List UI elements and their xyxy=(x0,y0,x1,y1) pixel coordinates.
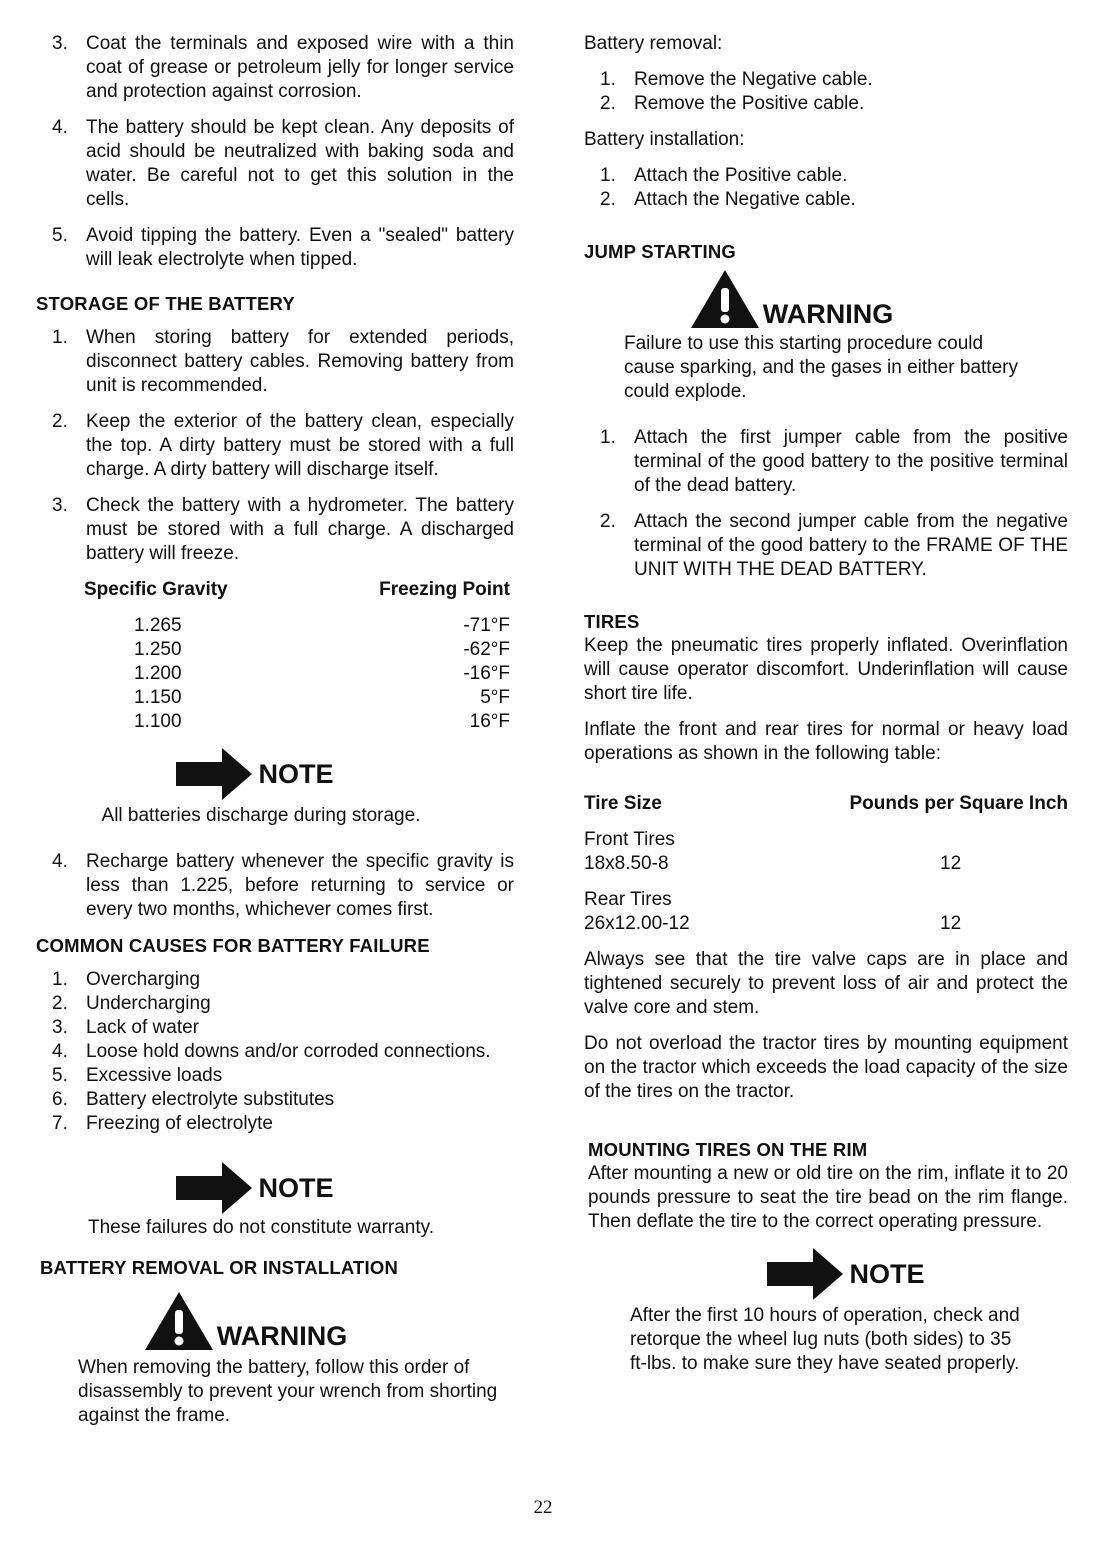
tires-paragraph: Do not overload the tractor tires by mounting equipment on the tractor which exceeds the load capacity of the size of the tires on the tractor. xyxy=(584,1033,1068,1102)
mounting-note: NOTE xyxy=(624,1248,1068,1300)
column-header-psi: Pounds per Square Inch xyxy=(849,793,1068,814)
tire-group-label: Rear Tires xyxy=(584,889,672,910)
jump-heading: JUMP STARTING xyxy=(584,241,736,262)
list-item: 2. Undercharging xyxy=(52,993,211,1014)
table-row: 18x8.50-8 12 xyxy=(584,853,962,874)
list-item: 5. Excessive loads xyxy=(52,1065,223,1086)
jump-steps xyxy=(584,426,1068,582)
removal-title: Battery removal: xyxy=(584,33,723,54)
list-item: 1. Attach the Positive cable. xyxy=(600,165,848,186)
tire-table-header xyxy=(584,792,1068,816)
list-item: 1. When storing battery for extended periods, disconnect battery cables. Removing battery from unit is recommended. xyxy=(52,327,514,396)
list-item: 1. Remove the Negative cable. xyxy=(600,69,873,90)
list-item: 2. Attach the second jumper cable from the negative terminal of the good battery to the FRAME OF THE UNIT WITH THE DEAD BATTERY. xyxy=(600,511,1068,580)
removal-heading: BATTERY REMOVAL OR INSTALLATION xyxy=(40,1257,399,1278)
list-item: 2. Attach the Negative cable. xyxy=(600,189,856,210)
tires-paragraph: Always see that the tire valve caps are in place and tightened securely to prevent loss of air and protect the valve core and stem. xyxy=(584,949,1068,1018)
tires-paragraph: Inflate the front and rear tires for normal or heavy load operations as shown in the following table: xyxy=(584,719,1068,764)
mounting-note-text: After the first 10 hours of operation, check and retorque the wheel lug nuts (both sides) to 35 ft-lbs. to make sure they have seated properly. xyxy=(630,1305,1020,1374)
failure-note-text: These failures do not constitute warranty. xyxy=(87,1217,435,1238)
list-item: 4. The battery should be kept clean. Any deposits of acid should be neutralized with baking soda and water. Be careful not to get this solution in the cells. xyxy=(52,117,514,210)
list-item: 3. Lack of water xyxy=(52,1017,199,1038)
table-header xyxy=(84,578,510,602)
jump-warning-text: Failure to use this starting procedure could cause sparking, and the gases in either battery could explode. xyxy=(624,333,1018,402)
specific-gravity-table xyxy=(84,578,510,734)
list-item: 3. Coat the terminals and exposed wire with a thin coat of grease or petroleum jelly for longer service and protection against corrosion. xyxy=(52,33,514,102)
list-item: 1. Overcharging xyxy=(52,969,201,990)
list-item: 6. Battery electrolyte substitutes xyxy=(52,1089,335,1110)
install-steps xyxy=(584,164,1068,212)
tires-heading: TIRES xyxy=(584,611,640,632)
right-column xyxy=(584,32,1068,1376)
removal-steps xyxy=(584,68,1068,116)
column-header-gravity: Specific Gravity xyxy=(84,579,228,600)
storage-list-continued xyxy=(36,850,514,922)
jump-warning: WARNING xyxy=(514,268,1068,330)
list-item: 5. Avoid tipping the battery. Even a "sealed" battery will leak electrolyte when tipped. xyxy=(52,225,514,270)
tire-group-label: Front Tires xyxy=(584,829,675,850)
mounting-paragraph: After mounting a new or old tire on the rim, inflate it to 20 pounds pressure to seat the tire bead on the rim flange. Then deflate the tire to the correct operating pressure. xyxy=(588,1163,1068,1232)
column-header-tire-size: Tire Size xyxy=(584,793,662,814)
arrow-right-icon xyxy=(176,748,252,800)
list-item: 4. Loose hold downs and/or corroded connections. xyxy=(52,1041,491,1062)
table-row: 1.200 -16°F xyxy=(134,663,510,684)
warning-icon xyxy=(689,268,761,330)
removal-warning: WARNING xyxy=(0,1290,514,1352)
tire-table-group xyxy=(584,888,1068,936)
failure-note: NOTE xyxy=(0,1162,514,1214)
list-item: 2. Keep the exterior of the battery clean, especially the top. A dirty battery must be stored with a full charge. A dirty battery will discharge itself. xyxy=(52,411,514,480)
arrow-right-icon xyxy=(767,1248,843,1300)
storage-list xyxy=(36,326,514,566)
table-row: 26x12.00-12 12 xyxy=(584,913,962,934)
warning-icon xyxy=(143,1290,215,1352)
install-title: Battery installation: xyxy=(584,129,745,150)
list-item: 4. Recharge battery whenever the specific gravity is less than 1.225, before returning to service or every two months, whichever comes first. xyxy=(52,851,514,920)
table-row: 1.265 -71°F xyxy=(134,615,510,636)
failure-list xyxy=(36,968,514,1136)
list-item: 7. Freezing of electrolyte xyxy=(52,1113,273,1134)
storage-note: NOTE xyxy=(0,748,514,800)
list-item: 2. Remove the Positive cable. xyxy=(600,93,865,114)
failure-heading: COMMON CAUSES FOR BATTERY FAILURE xyxy=(36,935,430,956)
battery-care-list xyxy=(36,32,514,272)
table-row: 1.250 -62°F xyxy=(134,639,510,660)
table-row: 1.100 16°F xyxy=(134,711,510,732)
list-item: 1. Attach the first jumper cable from the positive terminal of the good battery to the positive terminal of the dead battery. xyxy=(600,427,1068,496)
tire-table-group xyxy=(584,828,1068,876)
storage-note-text: All batteries discharge during storage. xyxy=(101,805,421,826)
left-column xyxy=(36,32,514,1428)
mounting-heading: MOUNTING TIRES ON THE RIM xyxy=(588,1139,868,1160)
arrow-right-icon xyxy=(176,1162,252,1214)
tires-paragraph: Keep the pneumatic tires properly inflated. Overinflation will cause operator discomfort. Underinflation will cause short tire life. xyxy=(584,635,1068,704)
page-number: 22 xyxy=(533,1497,553,1518)
table-row: 1.150 5°F xyxy=(134,687,510,708)
storage-heading: STORAGE OF THE BATTERY xyxy=(36,293,295,314)
removal-warning-text: When removing the battery, follow this order of disassembly to prevent your wrench from shorting against the frame. xyxy=(78,1357,498,1426)
column-header-freezing: Freezing Point xyxy=(379,579,510,600)
list-item: 3. Check the battery with a hydrometer. The battery must be stored with a full charge. A discharged battery will freeze. xyxy=(52,495,514,564)
